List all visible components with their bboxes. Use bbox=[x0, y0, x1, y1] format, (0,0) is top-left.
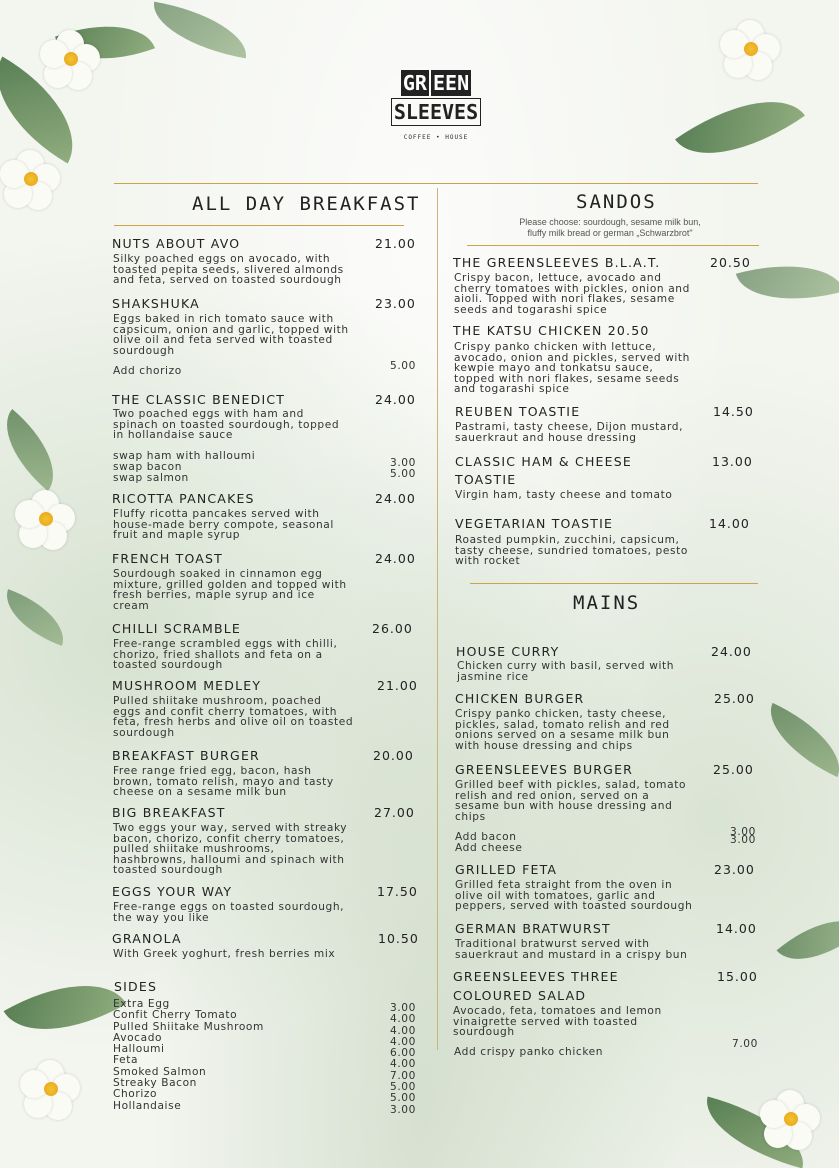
item-name: RICOTTA PANCAKES bbox=[112, 491, 255, 506]
item-price: 21.00 bbox=[375, 236, 416, 251]
item-price: 24.00 bbox=[375, 392, 416, 407]
item-description: Traditional bratwurst served with sauerkraut and mustard in a crispy bun bbox=[455, 938, 688, 961]
mains-title: MAINS bbox=[573, 592, 641, 614]
bread-choice-note: Please choose: sourdough, sesame milk bun, fluffy milk bread or german „Schwarzbrot" bbox=[519, 217, 701, 238]
sides-list: Extra Egg Confit Cherry Tomato Pulled Shiitake Mushroom Avocado Halloumi Feta Smoked Salmon Streaky Bacon Chorizo Hollandaise bbox=[113, 998, 264, 1112]
item-price: 24.00 bbox=[375, 491, 416, 506]
item-price: 13.00 bbox=[712, 454, 753, 469]
item-description: Crispy bacon, lettuce, avocado and cherry tomatoes with pickles, onion and aioli. Topped with nori flakes, sesame seeds and togarashi spice bbox=[454, 272, 690, 316]
item-addon: Add crispy panko chicken bbox=[454, 1046, 604, 1058]
item-addon: swap ham with halloumi swap bacon swap salmon bbox=[113, 450, 256, 484]
frangipani-flower bbox=[15, 490, 75, 550]
item-name: FRENCH TOAST bbox=[112, 551, 224, 566]
frangipani-flower bbox=[40, 30, 100, 90]
item-name: GERMAN BRATWURST bbox=[455, 921, 611, 936]
item-addon: Add chorizo bbox=[113, 365, 182, 377]
item-description: Two eggs your way, served with streaky bacon, chorizo, confit cherry tomatoes, pulled shiitake mushrooms, hashbrowns, halloumi and spinach with toasted sourdough bbox=[113, 822, 348, 877]
item-description: Pulled shiitake mushroom, poached eggs and confit cherry tomatoes, with feta, fresh herbs and olive oil on toasted sourdough bbox=[113, 695, 354, 739]
item-name: CHICKEN BURGER bbox=[455, 691, 585, 706]
sides-prices: 3.00 4.00 4.00 4.00 6.00 4.00 7.00 5.00 5.00 3.00 bbox=[390, 1002, 416, 1116]
item-price: 14.00 bbox=[716, 921, 757, 936]
item-description: Two poached eggs with ham and spinach on toasted sourdough, topped in hollandaise sauce bbox=[113, 408, 340, 442]
item-description: Silky poached eggs on avocado, with toasted pepita seeds, slivered almonds and feta, served on toasted sourdough bbox=[113, 253, 344, 287]
item-description: Chicken curry with basil, served with jasmine rice bbox=[457, 660, 675, 683]
frangipani-flower bbox=[760, 1090, 820, 1150]
sides-title: SIDES bbox=[114, 979, 158, 994]
item-price: 14.00 bbox=[709, 516, 750, 531]
item-name-line2: COLOURED SALAD bbox=[453, 988, 587, 1003]
item-price: 25.00 bbox=[714, 691, 755, 706]
item-addon: Add bacon Add cheese bbox=[455, 831, 523, 854]
addon-price: 3.00 3.00 bbox=[730, 826, 756, 846]
item-name: GREENSLEEVES THREE bbox=[453, 969, 619, 984]
item-name: GRANOLA bbox=[112, 931, 182, 946]
addon-price: 7.00 bbox=[732, 1038, 758, 1050]
item-description: Avocado, feta, tomatoes and lemon vinaigrette served with toasted sourdough bbox=[453, 1005, 662, 1039]
frangipani-flower bbox=[0, 150, 60, 210]
logo-subtitle: COFFEE • HOUSE bbox=[403, 134, 469, 141]
item-name: BREAKFAST BURGER bbox=[112, 748, 260, 763]
item-name: GRILLED FETA bbox=[455, 862, 558, 877]
divider-line bbox=[470, 583, 758, 584]
item-name: VEGETARIAN TOASTIE bbox=[455, 516, 614, 531]
item-description: Crispy panko chicken, tasty cheese, pickles, salad, tomato relish and red onions served on a sesame milk bun with house dressing and chips bbox=[455, 708, 670, 752]
item-description: Eggs baked in rich tomato sauce with capsicum, onion and garlic, topped with olive oil and feta served with toasted sourdough bbox=[113, 313, 349, 357]
item-price: 25.00 bbox=[713, 762, 754, 777]
item-name-line2: TOASTIE bbox=[455, 472, 517, 487]
item-price: 17.50 bbox=[377, 884, 418, 899]
item-price: 23.00 bbox=[375, 296, 416, 311]
item-description: Free-range scrambled eggs with chilli, chorizo, fried shallots and feta on a toasted sourdough bbox=[113, 638, 338, 672]
logo-text-sleeves: SLEEVES bbox=[391, 98, 481, 126]
item-price: 26.00 bbox=[372, 621, 413, 636]
item-description: Pastrami, tasty cheese, Dijon mustard, sauerkraut and house dressing bbox=[455, 421, 684, 444]
item-name: NUTS ABOUT AVO bbox=[112, 236, 241, 251]
item-price: 27.00 bbox=[374, 805, 415, 820]
item-price: 10.50 bbox=[378, 931, 419, 946]
item-price: 24.00 bbox=[711, 644, 752, 659]
item-price: 15.00 bbox=[717, 969, 758, 984]
item-name: HOUSE CURRY bbox=[456, 644, 560, 659]
item-name: MUSHROOM MEDLEY bbox=[112, 678, 262, 693]
item-price: 20.00 bbox=[373, 748, 414, 763]
item-name: CLASSIC HAM & CHEESE bbox=[455, 454, 632, 469]
divider-line bbox=[467, 245, 759, 246]
item-name: THE GREENSLEEVES B.L.A.T. bbox=[453, 255, 661, 270]
item-description: Grilled beef with pickles, salad, tomato relish and red onion, served on a sesame bun with house dressing and chips bbox=[455, 779, 687, 823]
item-price: 23.00 bbox=[714, 862, 755, 877]
addon-price: 3.00 5.00 bbox=[390, 457, 416, 480]
addon-price: 5.00 bbox=[390, 360, 416, 372]
item-name: THE CLASSIC BENEDICT bbox=[112, 392, 286, 407]
frangipani-flower bbox=[20, 1060, 80, 1120]
item-description: Roasted pumpkin, zucchini, capsicum, tasty cheese, sundried tomatoes, pesto with rocket bbox=[455, 534, 688, 568]
item-name: CHILLI SCRAMBLE bbox=[112, 621, 242, 636]
divider-line bbox=[114, 183, 758, 184]
logo-text-gr: GR bbox=[402, 71, 427, 95]
item-description: Grilled feta straight from the oven in olive oil with tomatoes, garlic and peppers, served with toasted sourdough bbox=[455, 879, 693, 913]
item-name: EGGS YOUR WAY bbox=[112, 884, 233, 899]
item-description: Fluffy ricotta pancakes served with house-made berry compote, seasonal fruit and maple syrup bbox=[113, 508, 334, 542]
item-description: Free range fried egg, bacon, hash brown, tomato relish, mayo and tasty cheese on a sesame milk bun bbox=[113, 765, 334, 799]
frangipani-flower bbox=[720, 20, 780, 80]
item-description: Virgin ham, tasty cheese and tomato bbox=[455, 489, 673, 501]
item-price: 20.50 bbox=[710, 255, 751, 270]
sandos-title: SANDOS bbox=[576, 191, 657, 213]
logo-text-een: EEN bbox=[432, 71, 470, 95]
breakfast-title: ALL DAY BREAKFAST bbox=[192, 193, 421, 215]
item-name: BIG BREAKFAST bbox=[112, 805, 226, 820]
item-name: SHAKSHUKA bbox=[112, 296, 200, 311]
item-name: GREENSLEEVES BURGER bbox=[455, 762, 634, 777]
item-description: With Greek yoghurt, fresh berries mix bbox=[113, 948, 336, 960]
item-description: Sourdough soaked in cinnamon egg mixture, grilled golden and topped with fresh berries, maple syrup and ice cream bbox=[113, 568, 347, 612]
item-description: Crispy panko chicken with lettuce, avocado, onion and pickles, served with kewpie mayo and tonkatsu sauce, topped with nori flakes, sesame seeds and togarashi spice bbox=[454, 341, 690, 396]
item-name: THE KATSU CHICKEN 20.50 bbox=[453, 323, 650, 338]
column-divider bbox=[437, 188, 438, 1050]
item-description: Free-range eggs on toasted sourdough, the way you like bbox=[113, 901, 345, 924]
item-price: 14.50 bbox=[713, 404, 754, 419]
greensleeves-logo bbox=[381, 70, 491, 141]
item-price: 24.00 bbox=[375, 551, 416, 566]
divider-line bbox=[114, 225, 404, 226]
item-name: REUBEN TOASTIE bbox=[455, 404, 581, 419]
item-price: 21.00 bbox=[377, 678, 418, 693]
